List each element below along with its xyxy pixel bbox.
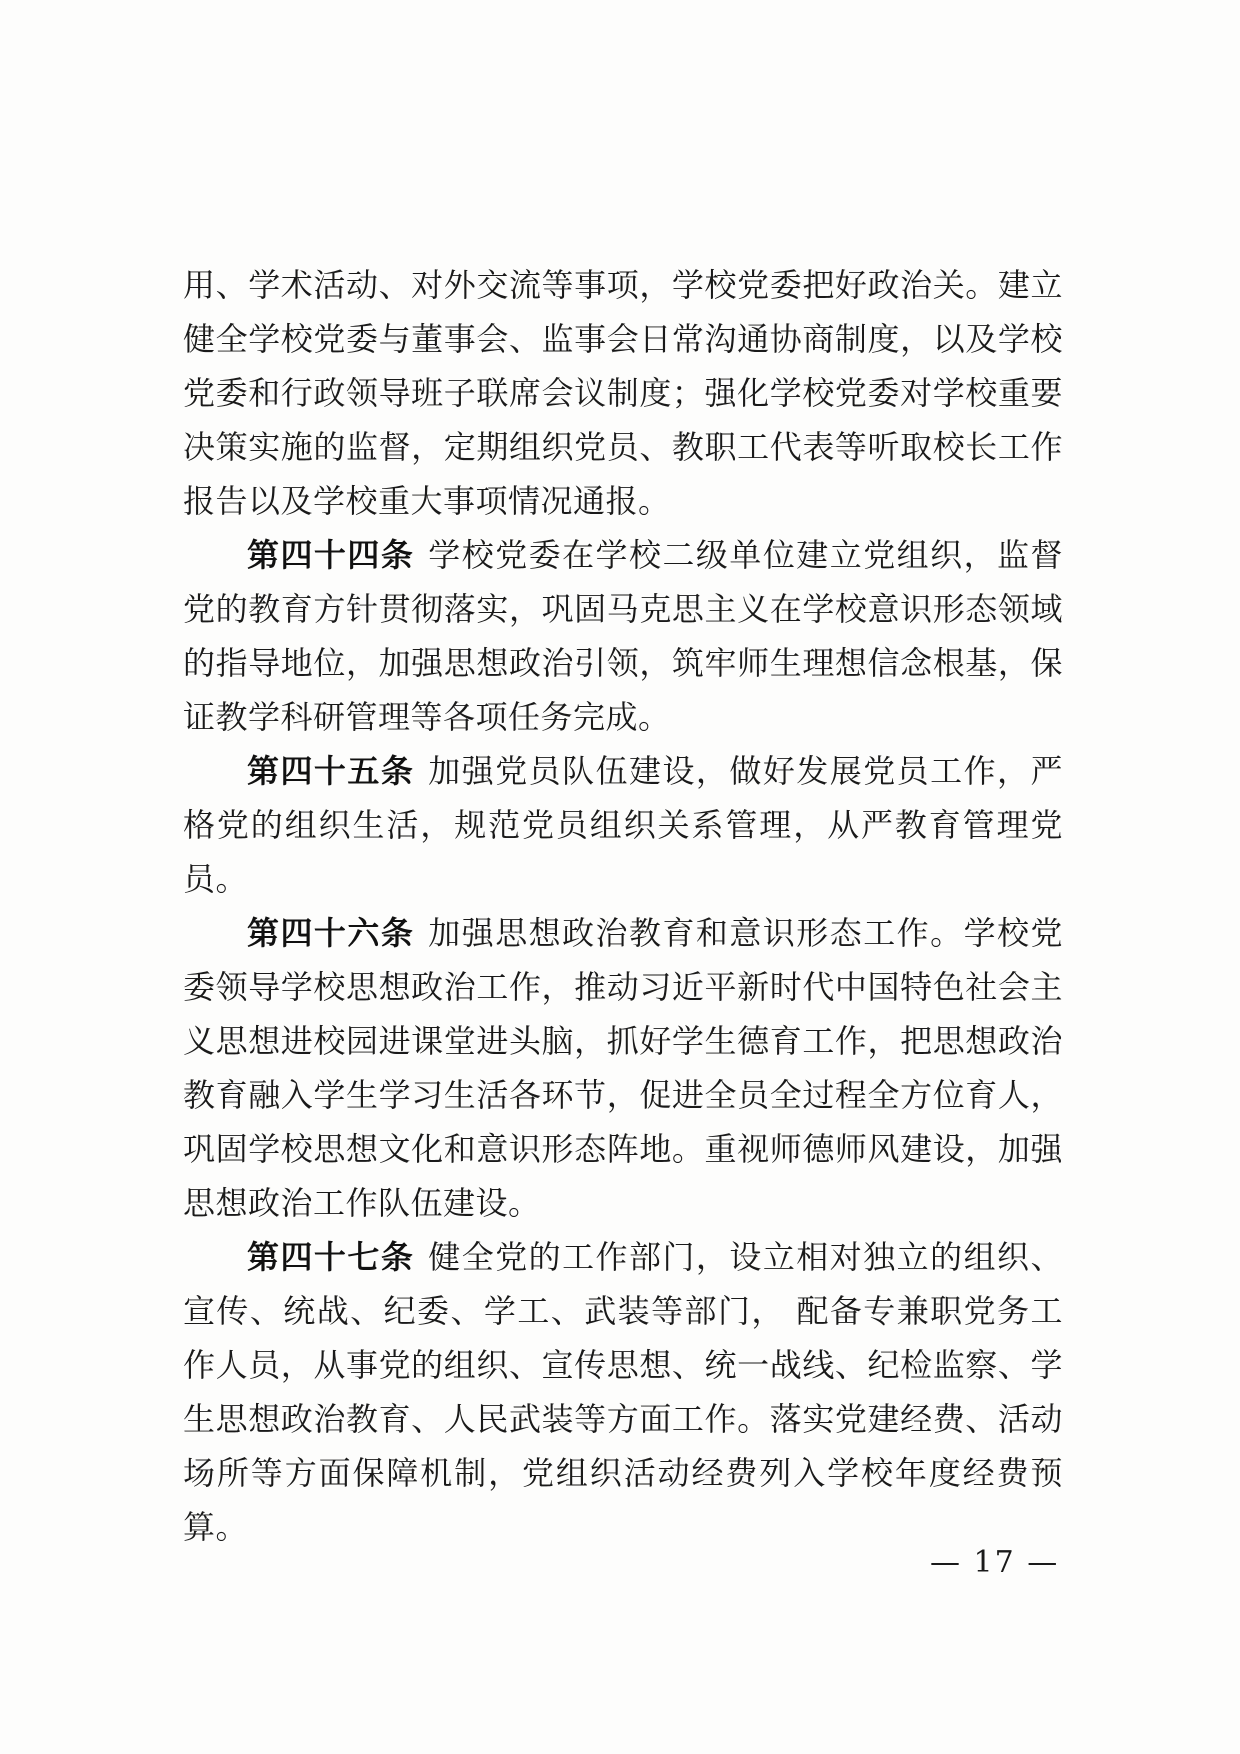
paragraph-text: 加强党员队伍建设，做好发展党员工作，严格党的组织生活，规范党员组织关系管理，从严教育管理党员。	[183, 752, 1063, 898]
article-46	[183, 906, 1063, 1230]
article-heading: 第四十七条	[247, 1238, 415, 1276]
paragraph-text: 加强思想政治教育和意识形态工作。学校党委领导学校思想政治工作，推动习近平新时代中国特色社会主义思想进校园进课堂进头脑，抓好学生德育工作，把思想政治教育融入学生学习生活各环节，促进全员全过程全方位育人，巩固学校思想文化和意识形态阵地。重视师德师风建设，加强思想政治工作队伍建设。	[183, 914, 1063, 1222]
paragraph-text: 健全党的工作部门，设立相对独立的组织、宣传、统战、纪委、学工、武装等部门， 配备专兼职党务工作人员，从事党的组织、宣传思想、统一战线、纪检监察、学生思想政治教育、人民武装等方面工作。落实党建经费、活动场所等方面保障机制，党组织活动经费列入学校年度经费预算。	[183, 1238, 1063, 1546]
article-heading: 第四十五条	[247, 752, 415, 790]
paragraph-continuation	[183, 258, 1063, 528]
article-heading: 第四十四条	[247, 536, 415, 574]
page-number: — 17 —	[930, 1545, 1060, 1580]
article-44	[183, 528, 1063, 744]
paragraph-text: 学校党委在学校二级单位建立党组织，监督党的教育方针贯彻落实，巩固马克思主义在学校意识形态领域的指导地位，加强思想政治引领，筑牢师生理想信念根基，保证教学科研管理等各项任务完成。	[183, 536, 1063, 736]
article-47	[183, 1230, 1063, 1554]
body-text	[183, 258, 1063, 1554]
paragraph-text: 用、学术活动、对外交流等事项，学校党委把好政治关。建立健全学校党委与董事会、监事会日常沟通协商制度，以及学校党委和行政领导班子联席会议制度；强化学校党委对学校重要决策实施的监督，定期组织党员、教职工代表等听取校长工作报告以及学校重大事项情况通报。	[183, 266, 1063, 520]
article-45	[183, 744, 1063, 906]
article-heading: 第四十六条	[247, 914, 415, 952]
